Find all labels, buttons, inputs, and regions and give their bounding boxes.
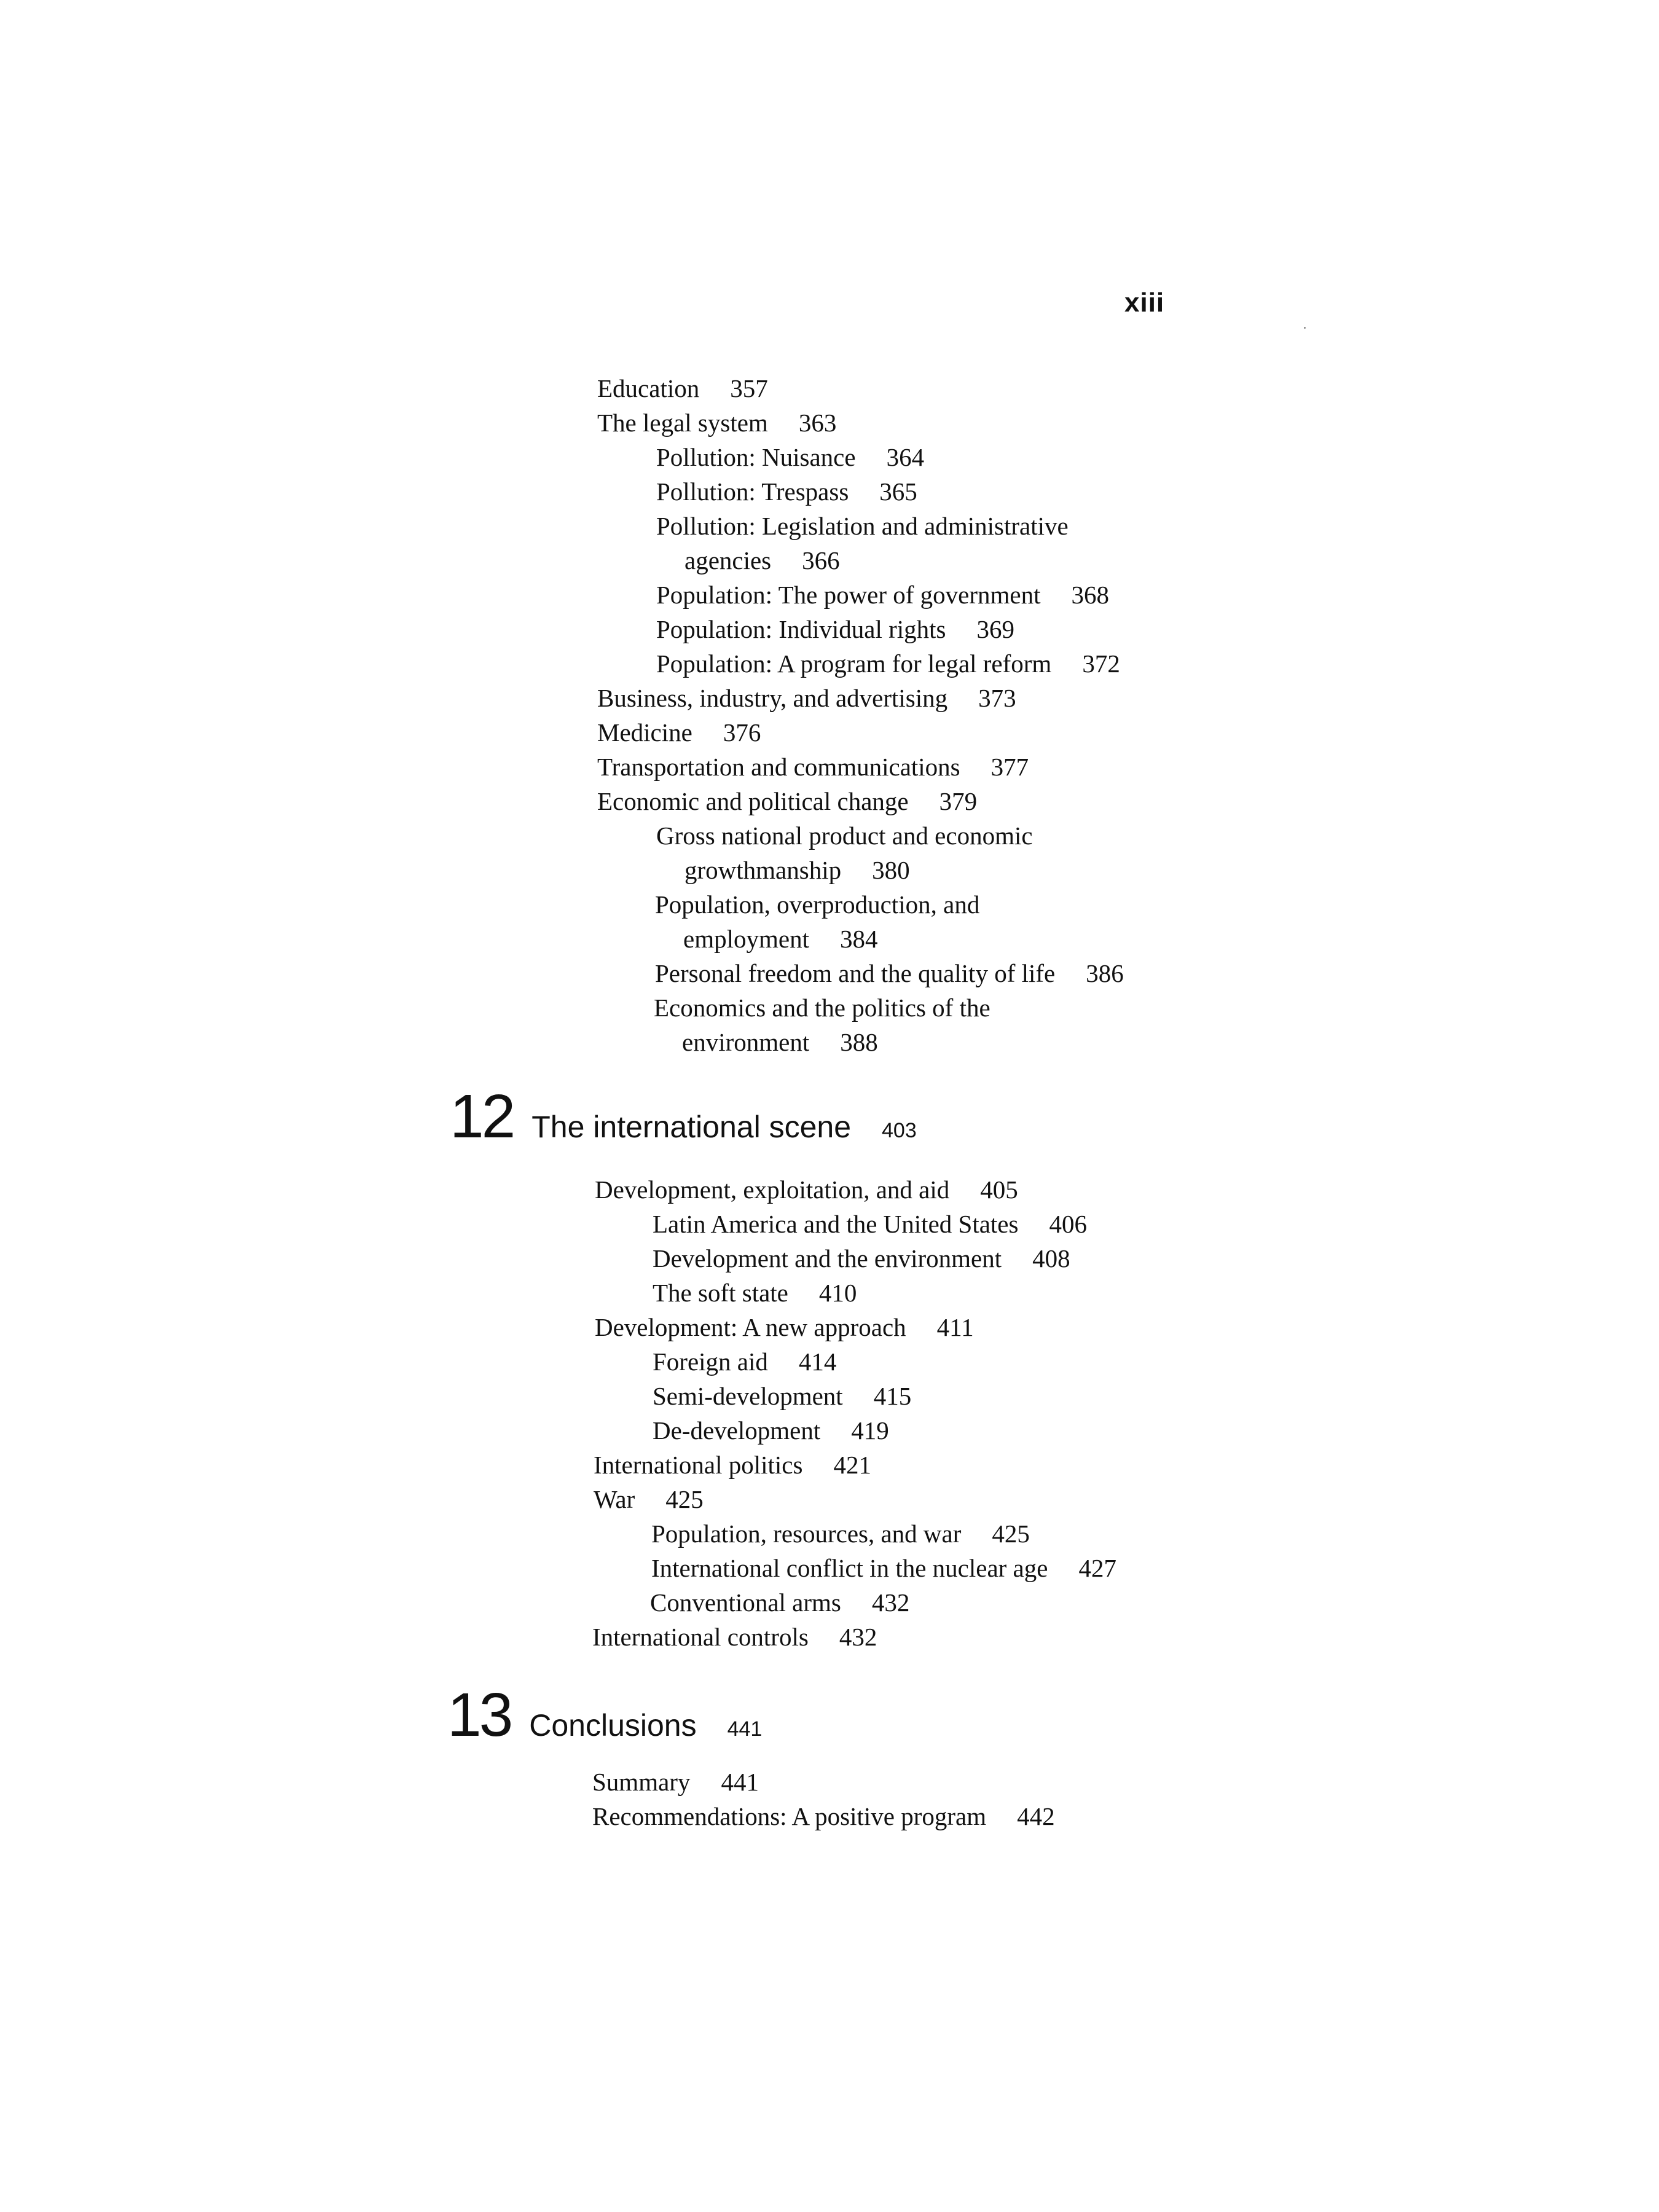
entry-page: 425 bbox=[665, 1485, 704, 1513]
entry-page: 386 bbox=[1086, 959, 1124, 987]
entry-title: Economic and political change bbox=[597, 787, 909, 815]
toc-subentry bbox=[654, 990, 990, 1025]
toc-subentry bbox=[656, 474, 917, 509]
toc-subentry bbox=[650, 1585, 909, 1620]
entry-title: Population, overproduction, and bbox=[655, 890, 980, 919]
entry-title: The legal system bbox=[597, 409, 768, 437]
toc-subentry-continuation bbox=[682, 1025, 878, 1059]
toc-subentry bbox=[656, 578, 1109, 612]
entry-page: 384 bbox=[839, 925, 878, 953]
entry-title: Population: Individual rights bbox=[656, 615, 946, 643]
toc-subentry bbox=[656, 818, 1033, 853]
entry-title-continuation: employment bbox=[683, 925, 809, 953]
entry-page: 364 bbox=[886, 443, 925, 471]
entry-page: 419 bbox=[851, 1416, 889, 1445]
toc-subentry bbox=[656, 646, 1120, 681]
chapter-title: Conclusions bbox=[529, 1708, 697, 1743]
entry-title: Population: The power of government bbox=[656, 581, 1041, 609]
entry-title: Pollution: Nuisance bbox=[656, 443, 856, 471]
entry-page: 369 bbox=[976, 615, 1014, 643]
entry-title: Population, resources, and war bbox=[651, 1520, 962, 1548]
entry-title: Business, industry, and advertising bbox=[597, 684, 948, 712]
entry-title: Pollution: Trespass bbox=[656, 477, 849, 506]
entry-page: 388 bbox=[840, 1028, 878, 1056]
entry-page: 414 bbox=[798, 1347, 837, 1376]
entry-title: Recommendations: A positive program bbox=[592, 1802, 987, 1830]
entry-title-continuation: agencies bbox=[684, 546, 772, 575]
entry-title: Personal freedom and the quality of life bbox=[655, 959, 1056, 987]
entry-page: 406 bbox=[1049, 1210, 1087, 1238]
entry-page: 357 bbox=[730, 374, 768, 402]
toc-subentry bbox=[655, 887, 979, 922]
entry-page: 441 bbox=[721, 1768, 759, 1796]
entry-page: 408 bbox=[1032, 1244, 1070, 1273]
toc-subentry-continuation bbox=[683, 922, 877, 956]
entry-title: Summary bbox=[592, 1768, 691, 1796]
chapter-heading bbox=[450, 1081, 917, 1152]
entry-page: 421 bbox=[833, 1451, 871, 1479]
entry-page: 410 bbox=[818, 1279, 857, 1307]
entry-title: Development: A new approach bbox=[595, 1313, 906, 1341]
entry-title: War bbox=[594, 1485, 635, 1513]
toc-entry bbox=[597, 406, 836, 440]
chapter-number: 13 bbox=[447, 1681, 511, 1749]
toc-subentry bbox=[653, 1379, 911, 1413]
toc-subentry bbox=[656, 612, 1014, 646]
toc-subentry bbox=[651, 1516, 1030, 1551]
toc-subentry bbox=[653, 1241, 1070, 1276]
entry-title: Transportation and communications bbox=[597, 753, 960, 781]
toc-entry bbox=[594, 1448, 871, 1482]
chapter-heading bbox=[447, 1680, 762, 1751]
toc-subentry-continuation bbox=[684, 543, 840, 578]
chapter-page: 403 bbox=[882, 1119, 917, 1142]
toc-subentry-continuation bbox=[684, 853, 910, 887]
toc-subentry bbox=[653, 1276, 857, 1310]
entry-page: 363 bbox=[798, 409, 837, 437]
entry-title: Development, exploitation, and aid bbox=[595, 1175, 950, 1204]
entry-page: 368 bbox=[1071, 581, 1110, 609]
entry-page: 415 bbox=[873, 1382, 912, 1410]
entry-title: Pollution: Legislation and administrative bbox=[656, 512, 1069, 540]
entry-title: Medicine bbox=[597, 718, 692, 747]
entry-title: Conventional arms bbox=[650, 1588, 841, 1617]
scan-speck bbox=[1304, 327, 1306, 329]
entry-page: 425 bbox=[992, 1520, 1030, 1548]
entry-title: De-development bbox=[653, 1416, 821, 1445]
entry-title-continuation: environment bbox=[682, 1028, 810, 1056]
entry-page: 432 bbox=[839, 1623, 877, 1651]
entry-title: The soft state bbox=[653, 1279, 788, 1307]
entry-page: 373 bbox=[978, 684, 1016, 712]
chapter-page: 441 bbox=[727, 1717, 763, 1741]
entry-title-continuation: growthmanship bbox=[684, 856, 842, 884]
toc-entry bbox=[597, 784, 977, 818]
toc-subentry bbox=[656, 440, 924, 474]
entry-title: Foreign aid bbox=[653, 1347, 768, 1376]
toc-entry bbox=[597, 750, 1029, 784]
entry-page: 366 bbox=[802, 546, 840, 575]
entry-page: 365 bbox=[879, 477, 917, 506]
toc-entry bbox=[597, 371, 768, 406]
entry-page: 427 bbox=[1078, 1554, 1116, 1582]
toc-entry bbox=[595, 1310, 974, 1344]
toc-subentry bbox=[651, 1551, 1116, 1585]
toc-subentry bbox=[653, 1413, 889, 1448]
entry-title: Gross national product and economic bbox=[656, 822, 1033, 850]
entry-page: 411 bbox=[936, 1313, 974, 1341]
entry-page: 380 bbox=[872, 856, 910, 884]
entry-title: Population: A program for legal reform bbox=[656, 649, 1052, 678]
entry-title: Economics and the politics of the bbox=[654, 994, 990, 1022]
toc-subentry bbox=[655, 956, 1124, 990]
toc-entry bbox=[595, 1172, 1018, 1207]
toc-entry bbox=[594, 1482, 704, 1516]
toc-subentry bbox=[653, 1344, 836, 1379]
entry-title: International conflict in the nuclear age bbox=[651, 1554, 1048, 1582]
entry-title: Education bbox=[597, 374, 700, 402]
entry-title: International controls bbox=[592, 1623, 809, 1651]
entry-page: 405 bbox=[980, 1175, 1018, 1204]
toc-entry bbox=[592, 1799, 1055, 1834]
entry-title: Semi-development bbox=[653, 1382, 843, 1410]
toc-subentry bbox=[653, 1207, 1087, 1241]
chapter-number: 12 bbox=[450, 1082, 514, 1151]
toc-subentry bbox=[656, 509, 1069, 543]
entry-page: 376 bbox=[723, 718, 761, 747]
entry-page: 432 bbox=[871, 1588, 910, 1617]
entry-page: 377 bbox=[990, 753, 1029, 781]
toc-entry bbox=[592, 1620, 877, 1654]
toc-entry bbox=[597, 715, 761, 750]
page-number: xiii bbox=[1124, 288, 1165, 318]
entry-page: 442 bbox=[1017, 1802, 1055, 1830]
toc-entry bbox=[592, 1765, 759, 1799]
chapter-title: The international scene bbox=[531, 1110, 852, 1144]
entry-title: Development and the environment bbox=[653, 1244, 1002, 1273]
entry-title: International politics bbox=[594, 1451, 803, 1479]
toc-entry bbox=[597, 681, 1016, 715]
entry-page: 372 bbox=[1082, 649, 1120, 678]
entry-title: Latin America and the United States bbox=[653, 1210, 1019, 1238]
entry-page: 379 bbox=[939, 787, 978, 815]
